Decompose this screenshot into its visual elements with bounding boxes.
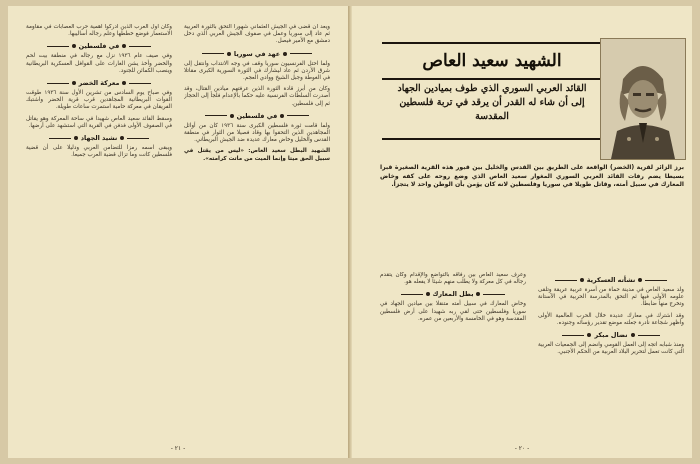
subtitle-line-1: القائد العربي السوري الذي طوف بميادين الجهاد <box>397 83 587 94</box>
heading-rule <box>129 46 151 47</box>
section-heading-text: نشيد الجهاد <box>80 134 118 143</box>
section-heading-text: نضال مبكر <box>594 331 628 340</box>
section-heading <box>26 42 172 50</box>
page-number-left: - ٢١ - <box>170 445 186 452</box>
heading-rule <box>287 115 309 116</box>
bullet-dot-icon <box>587 333 591 337</box>
magazine-spread <box>8 6 692 458</box>
section-heading-text: معركة الخضر <box>78 79 120 88</box>
title-box <box>382 42 602 80</box>
paragraph: ويعد أن قضى في الجيش العثماني شهورا التحق بالثورة العربية ثم عاد إلى سوريا وعمل في صفوف الجيش العربي الذي دخل دمشق مع الأمير فيصل. <box>184 24 330 45</box>
bullet-dot-icon <box>122 81 126 85</box>
bullet-dot-icon <box>120 136 124 140</box>
paragraph: ولد سعيد العاص في مدينة حماة من أسرة عربية عريقة وتلقى علومه الأولى فيها ثم التحق بالمدرسة الحربية في الآستانة وتخرج منها ضابطا. <box>538 287 684 308</box>
portrait-photo <box>600 38 686 160</box>
heading-rule <box>645 280 667 281</box>
paragraph: ومنذ شبابه اتجه إلى العمل القومي وانضم إلى الجمعيات العربية التي كانت تعمل لتحرير البلاد العربية من الحكم الأجنبي. <box>538 342 684 356</box>
bold-paragraph: الشهيد البطل سعيد العاص: «ليس من يقتل في سبيل الحق ميتا وإنما الميت من ماتت كرامته». <box>184 148 330 162</box>
left-page-columns <box>26 24 330 436</box>
portrait-figure-icon <box>601 39 685 159</box>
paragraph: ويبقى اسمه رمزا للتضامن العربي ودليلا على أن قضية فلسطين كانت وما تزال قضية العرب جميعا. <box>26 145 172 159</box>
section-heading <box>184 50 330 58</box>
section-heading-text: في فلسطين <box>78 42 120 51</box>
bullet-dot-icon <box>283 52 287 56</box>
bullet-dot-icon <box>227 52 231 56</box>
paragraph: وفي صيف عام ١٩٣٦ نزل مع رجاله في منطقة بيت لحم والخضر وأخذ يشن الغارات على القوافل العسكرية البريطانية وينصب الكمائن للجنود. <box>26 53 172 74</box>
bullet-dot-icon <box>476 292 480 296</box>
section-heading-text: نشأته العسكرية <box>586 276 636 284</box>
bullet-dot-icon <box>280 114 284 118</box>
heading-rule <box>555 280 577 281</box>
left-page-column-right <box>184 24 330 436</box>
section-heading-text: عهد في سوريا <box>233 49 281 58</box>
heading-rule <box>202 53 224 54</box>
right-page <box>352 6 692 458</box>
bullet-dot-icon <box>426 292 430 296</box>
bullet-dot-icon <box>580 278 584 282</box>
right-page-column-right <box>538 272 684 432</box>
paragraph: وفي صباح يوم السادس من تشرين الأول سنة ١٩٣٦ طوقت القوات البريطانية المجاهدين قرب قرية الخضر واشتبك الفريقان في معركة حامية استمرت ساعات طويلة. <box>26 90 172 111</box>
heading-rule <box>290 53 312 54</box>
heading-rule <box>127 138 149 139</box>
paragraph: ولما احتل الفرنسيون سوريا وقف في وجه الانتداب وانتقل إلى شرق الأردن ثم عاد ليشارك في الثورة السورية الكبرى مقاتلا في الغوطة وجبل الشيخ ووادي العجم. <box>184 60 330 82</box>
subtitle-line-2: إلى أن شاء له القدر أن يرقد في تربة فلسطين المقدسة <box>399 97 585 122</box>
paragraph: وكان من أبرز قادة الثورة الذين عرفتهم ميادين القتال، وقد أصدرت السلطات الفرنسية عليه حكما بالإعدام فلجأ إلى الحجاز ثم إلى فلسطين. <box>184 86 330 107</box>
paragraph: ولما قامت ثورة فلسطين الكبرى سنة ١٩٣٦ كان من أوائل المجاهدين الذين التحقوا بها وقاد فصيلا من الثوار في منطقة القدس والخليل وخاض معارك عديدة ضد الجيش البريطاني. <box>184 122 330 144</box>
bullet-dot-icon <box>230 114 234 118</box>
bullet-dot-icon <box>74 136 78 140</box>
section-heading <box>538 276 684 284</box>
paragraph: وعرف سعيد العاص بين رفاقه بالتواضع والإقدام وكان يتقدم رجاله في كل معركة ولا يطلب منهم شيئا لا يفعله هو. <box>380 272 526 286</box>
article-subtitle <box>382 82 602 124</box>
heading-rule <box>47 83 69 84</box>
section-heading <box>380 290 526 298</box>
heading-rule <box>562 335 584 336</box>
heading-rule <box>47 46 69 47</box>
heading-rule <box>49 138 71 139</box>
bullet-dot-icon <box>72 44 76 48</box>
bullet-dot-icon <box>122 44 126 48</box>
bullet-dot-icon <box>631 333 635 337</box>
section-heading-text: في فلسطين <box>236 111 278 120</box>
right-page-columns <box>380 272 684 432</box>
paragraph: وكان أول العرب الذين أدركوا أهمية حرب العصابات في مقاومة الاستعمار فوضع خططها وعلم رجاله أساليبها. <box>26 24 172 38</box>
paragraph: وخاض المعارك في سبيل أمته متنقلا بين ميادين الجهاد في سوريا وفلسطين حتى لقي ربه شهيدا على أرض فلسطين المقدسة وهو في الخامسة والأربعين من عمره. <box>380 301 526 322</box>
heading-rule <box>483 294 505 295</box>
section-heading <box>184 112 330 120</box>
heading-rule <box>401 294 423 295</box>
paragraph: وسقط القائد سعيد العاص شهيدا في ساحة المعركة وهو يقاتل في الصفوف الأولى فدفن في القرية التي استشهد على أرضها. <box>26 115 172 129</box>
left-page-column-left <box>26 24 172 436</box>
article-lede: برز الزائر لقرية (الخضر) الواقعة على الطريق بين القدس والخليل بين قبور هذه القرية الصغيرة قبرا بسيطا يضم رفات القائد العربي السوري المغوار سعيد العاص الذي وضع روحه على كفه وخاض المعارك في سبيل أمته، وقاتل طويلا في سوريا وفلسطين لانه كان يؤمن بأن الوطن واحد لا يتجزأ. <box>380 164 684 189</box>
bullet-dot-icon <box>638 278 642 282</box>
section-heading <box>26 79 172 87</box>
right-page-column-left <box>380 272 526 432</box>
subtitle-rule <box>382 138 602 140</box>
section-heading-text: بطل المعارك <box>432 290 474 299</box>
article-banner <box>382 42 602 162</box>
left-page <box>8 6 349 458</box>
heading-rule <box>638 335 660 336</box>
section-heading <box>26 134 172 142</box>
paragraph: وقد اشترك في معارك عديدة خلال الحرب العالمية الأولى وأظهر شجاعة نادرة جعلته موضع تقدير رؤسائه وجنوده. <box>538 312 684 326</box>
page-number-right: - ٢٠ - <box>514 445 530 452</box>
article-title: الشهيد سعيد العاص <box>422 51 562 71</box>
bullet-dot-icon <box>72 81 76 85</box>
heading-rule <box>129 83 151 84</box>
heading-rule <box>205 115 227 116</box>
section-heading <box>538 331 684 339</box>
